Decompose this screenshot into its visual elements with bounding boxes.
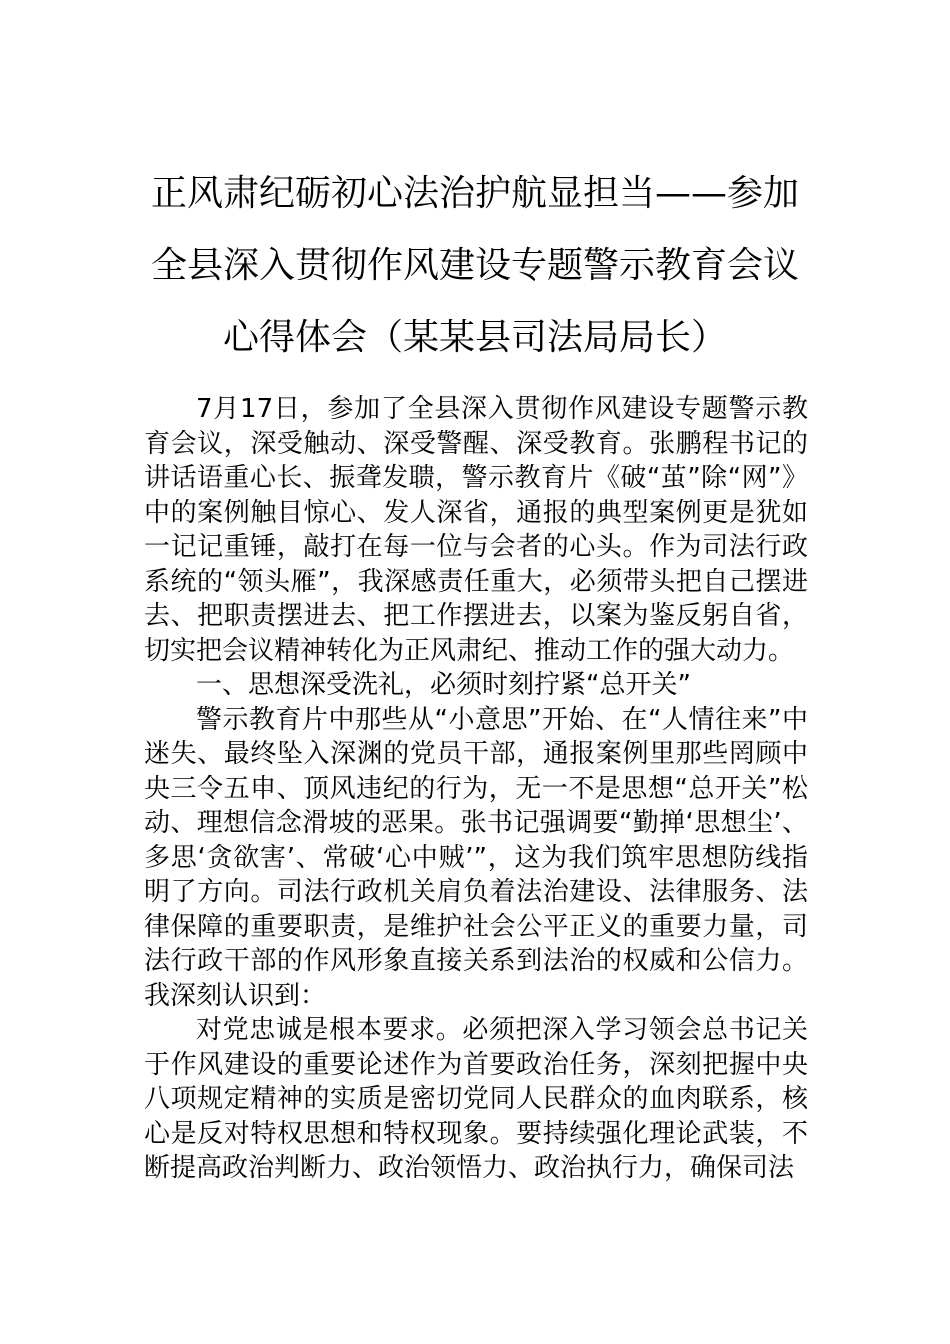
paragraph-loyalty: 对党忠诚是根本要求。必须把深入学习领会总书记关于作风建设的重要论述作为首要政治任务，深刻把握中央八项规定精神的实质是密切党同人民群众的血肉联系，核心是反对特权思想和特权现象。要持续强化理论武装，不断提高政治判断力、政治领悟力、政治执行力，确保司法 bbox=[144, 1015, 808, 1183]
title-line-1: 正风肃纪砺初心法治护航显担当——参加 bbox=[150, 173, 799, 214]
title-line-3: 心得体会（某某县司法局局长） bbox=[222, 317, 727, 358]
paragraph-intro: 7月17日，参加了全县深入贯彻作风建设专题警示教育会议，深受触动、深受警醒、深受教育。张鹏程书记的讲话语重心长、振聋发聩，警示教育片《破“茧”除“网”》中的案例触目惊心、发人深省，通报的典型案例更是犹如一记记重锤，敲打在每一位与会者的心头。作为司法行政系统的“领头雁”，我深感责任重大，必须带头把自己摆进去、把职责摆进去、把工作摆进去，以案为鉴反躬自省，切实把会议精神转化为正风肃纪、推动工作的强大动力。 bbox=[144, 394, 808, 666]
document-title bbox=[140, 158, 810, 374]
section-heading-1: 一、思想深受洗礼，必须时刻拧紧“总开关” bbox=[196, 670, 691, 700]
title-line-2: 全县深入贯彻作风建设专题警示教育会议 bbox=[150, 245, 799, 286]
document-body bbox=[144, 392, 808, 1186]
paragraph-section-1: 警示教育片中那些从“小意思”开始、在“人情往来”中迷失、最终坠入深渊的党员干部，通报案例里那些罔顾中央三令五申、顶风违纪的行为，无一不是思想“总开关”松动、理想信念滑坡的恶果。张书记强调要“勤掸‘思想尘’、多思‘贪欲害’、常破‘心中贼’”，这为我们筑牢思想防线指明了方向。司法行政机关肩负着法治建设、法律服务、法律保障的重要职责，是维护社会公平正义的重要力量，司法行政干部的作风形象直接关系到法治的权威和公信力。我深刻认识到： bbox=[144, 704, 808, 1011]
